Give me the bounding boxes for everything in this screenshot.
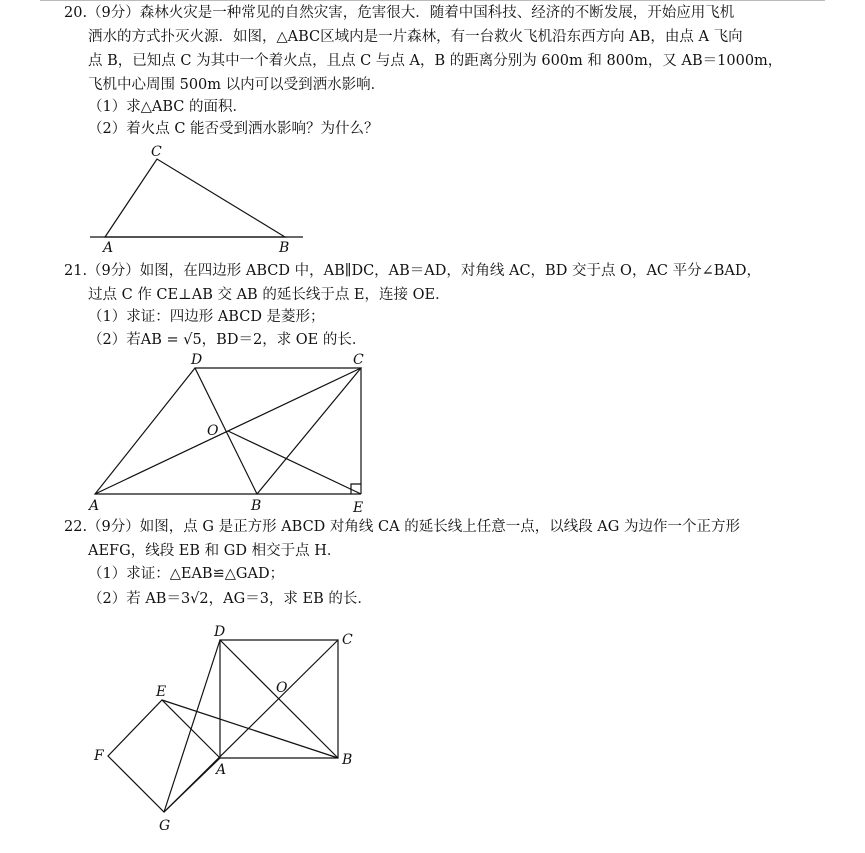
problem-21-line-2: 过点 C 作 CE⊥AB 交 AB 的延长线于点 E，连接 OE． — [88, 287, 450, 303]
label-o: O — [276, 680, 288, 696]
label-o: O — [207, 423, 219, 439]
label-d: D — [191, 352, 203, 368]
label-b: B — [279, 240, 290, 256]
problem-20-line-2: 洒水的方式扑灭火源．如图，△ABC区域内是一片森林，有一台救火飞机沿东西方向 AB，由点 A 飞向 — [88, 29, 743, 45]
label-c: C — [151, 144, 162, 160]
page-top-rule — [40, 0, 825, 1]
label-a: A — [216, 762, 227, 778]
label-c: C — [342, 632, 353, 648]
label-e: E — [156, 684, 167, 700]
problem-22-part-2: （2）若 AB＝3√2，AG＝3，求 EB 的长． — [88, 591, 372, 607]
problem-22-line-2: AEFG，线段 EB 和 GD 相交于点 H． — [88, 543, 342, 559]
segment-oe — [228, 431, 361, 494]
problem-20-part-2: （2）着火点 C 能否受到洒水影响？为什么？ — [88, 121, 379, 137]
diagonal-bd — [195, 368, 257, 494]
label-b: B — [251, 498, 262, 514]
figure-rhombus-abcd — [85, 348, 375, 516]
label-d: D — [214, 624, 226, 640]
problem-22-line-1: 22.（9分）如图，点 G 是正方形 ABCD 对角线 CA 的延长线上任意一点，以线段 AG 为边作一个正方形 — [64, 519, 740, 535]
problem-20-line-3: 点 B，已知点 C 为其中一个着火点，且点 C 与点 A，B 的距离分别为 600m 和 800m，又 AB＝1000m， — [88, 53, 783, 69]
label-g: G — [159, 818, 171, 834]
line-cg — [164, 640, 338, 812]
label-f: F — [94, 748, 104, 764]
label-a: A — [103, 240, 114, 256]
figure-squares — [88, 618, 368, 838]
square-aefg — [108, 700, 220, 812]
problem-22-part-1: （1）求证：△EAB≌△GAD； — [88, 566, 285, 582]
problem-20-line-4: 飞机中心周围 500m 以内可以受到洒水影响． — [88, 77, 386, 93]
right-angle-mark — [351, 484, 361, 494]
problem-20-line-1: 20.（9分）森林火灾是一种常见的自然灾害，危害很大．随着中国科技、经济的不断发展，开始应用飞机 — [64, 5, 735, 21]
figure-triangle-abc — [85, 140, 310, 258]
triangle-abc — [105, 159, 285, 237]
problem-21-line-1: 21.（9分）如图，在四边形 ABCD 中，AB∥DC，AB＝AD，对角线 AC，BD 交于点 O，AC 平分∠BAD， — [64, 263, 762, 279]
label-b: B — [342, 752, 353, 768]
label-c: C — [353, 352, 364, 368]
label-a: A — [89, 498, 100, 514]
problem-21-part-1: （1）求证：四边形 ABCD 是菱形； — [88, 309, 325, 325]
problem-20-part-1: （1）求△ABC 的面积． — [88, 99, 247, 115]
label-e: E — [353, 500, 364, 516]
segment-eb — [162, 700, 338, 758]
problem-21-part-2: （2）若AB = √5，BD＝2，求 OE 的长． — [88, 332, 367, 348]
segment-gd — [164, 640, 220, 812]
